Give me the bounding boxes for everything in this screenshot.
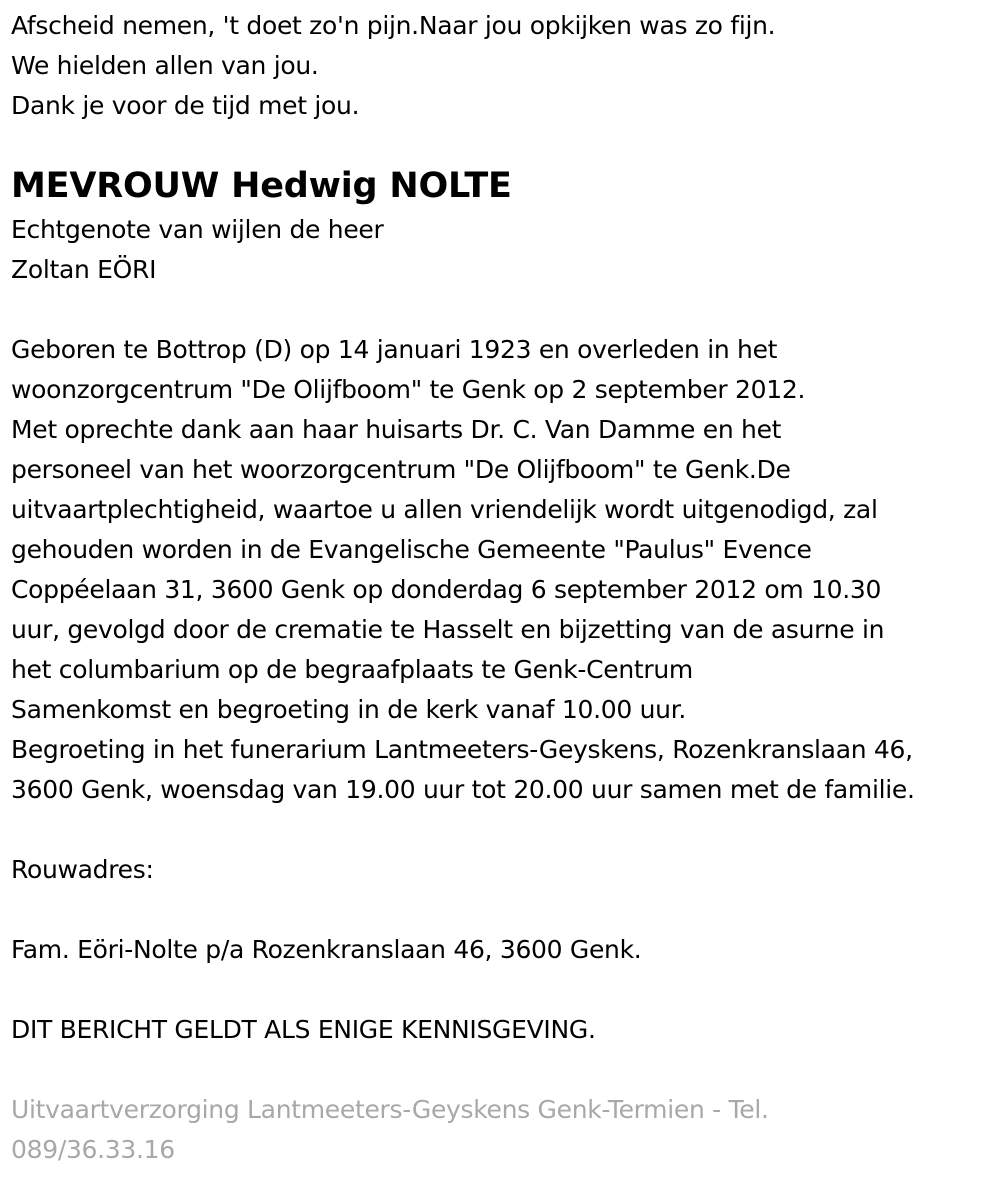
spacer <box>11 290 1000 330</box>
spouse-line: Zoltan EÖRI <box>11 255 157 284</box>
body-line: personeel van het woorzorgcentrum "De Olijfboom" te Genk.De <box>11 455 791 484</box>
spacer <box>11 1050 1000 1090</box>
footer-phone: 089/36.33.16 <box>11 1135 175 1164</box>
funeral-home-footer <box>11 1090 1000 1170</box>
spouse-line: Echtgenote van wijlen de heer <box>11 215 384 244</box>
poem-line: We hielden allen van jou. <box>11 51 319 80</box>
body-line: uitvaartplechtigheid, waartoe u allen vriendelijk wordt uitgenodigd, zal <box>11 495 878 524</box>
mourning-address: Fam. Eöri-Nolte p/a Rozenkranslaan 46, 3600 Genk. <box>11 935 642 964</box>
poem-line: Afscheid nemen, 't doet zo'n pijn.Naar jou opkijken was zo fijn. <box>11 11 776 40</box>
notice-body <box>11 330 1000 810</box>
poem-line: Dank je voor de tijd met jou. <box>11 91 360 120</box>
spacer <box>11 970 1000 1010</box>
deceased-name: MEVROUW Hedwig NOLTE <box>11 166 512 206</box>
official-notice: DIT BERICHT GELDT ALS ENIGE KENNISGEVING. <box>11 1015 596 1044</box>
spacer <box>11 890 1000 930</box>
body-line: gehouden worden in de Evangelische Gemeente "Paulus" Evence <box>11 535 812 564</box>
body-line: Coppéelaan 31, 3600 Genk op donderdag 6 september 2012 om 10.30 <box>11 575 882 604</box>
mourning-address-label: Rouwadres: <box>11 855 154 884</box>
spouse-info <box>11 210 1000 290</box>
body-line: Met oprechte dank aan haar huisarts Dr. C. Van Damme en het <box>11 415 782 444</box>
body-line: 3600 Genk, woensdag van 19.00 uur tot 20.00 uur samen met de familie. <box>11 775 915 804</box>
body-line: woonzorgcentrum "De Olijfboom" te Genk op 2 september 2012. <box>11 375 806 404</box>
spacer <box>11 810 1000 850</box>
body-line: Geboren te Bottrop (D) op 14 januari 1923 en overleden in het <box>11 335 778 364</box>
body-line: het columbarium op de begraafplaats te Genk-Centrum <box>11 655 693 684</box>
body-line: Samenkomst en begroeting in de kerk vanaf 10.00 uur. <box>11 695 687 724</box>
footer-line: Uitvaartverzorging Lantmeeters-Geyskens Genk-Termien - Tel. <box>11 1095 769 1124</box>
poem <box>11 6 1000 126</box>
body-line: Begroeting in het funerarium Lantmeeters-Geyskens, Rozenkranslaan 46, <box>11 735 913 764</box>
body-line: uur, gevolgd door de crematie te Hasselt en bijzetting van de asurne in <box>11 615 885 644</box>
